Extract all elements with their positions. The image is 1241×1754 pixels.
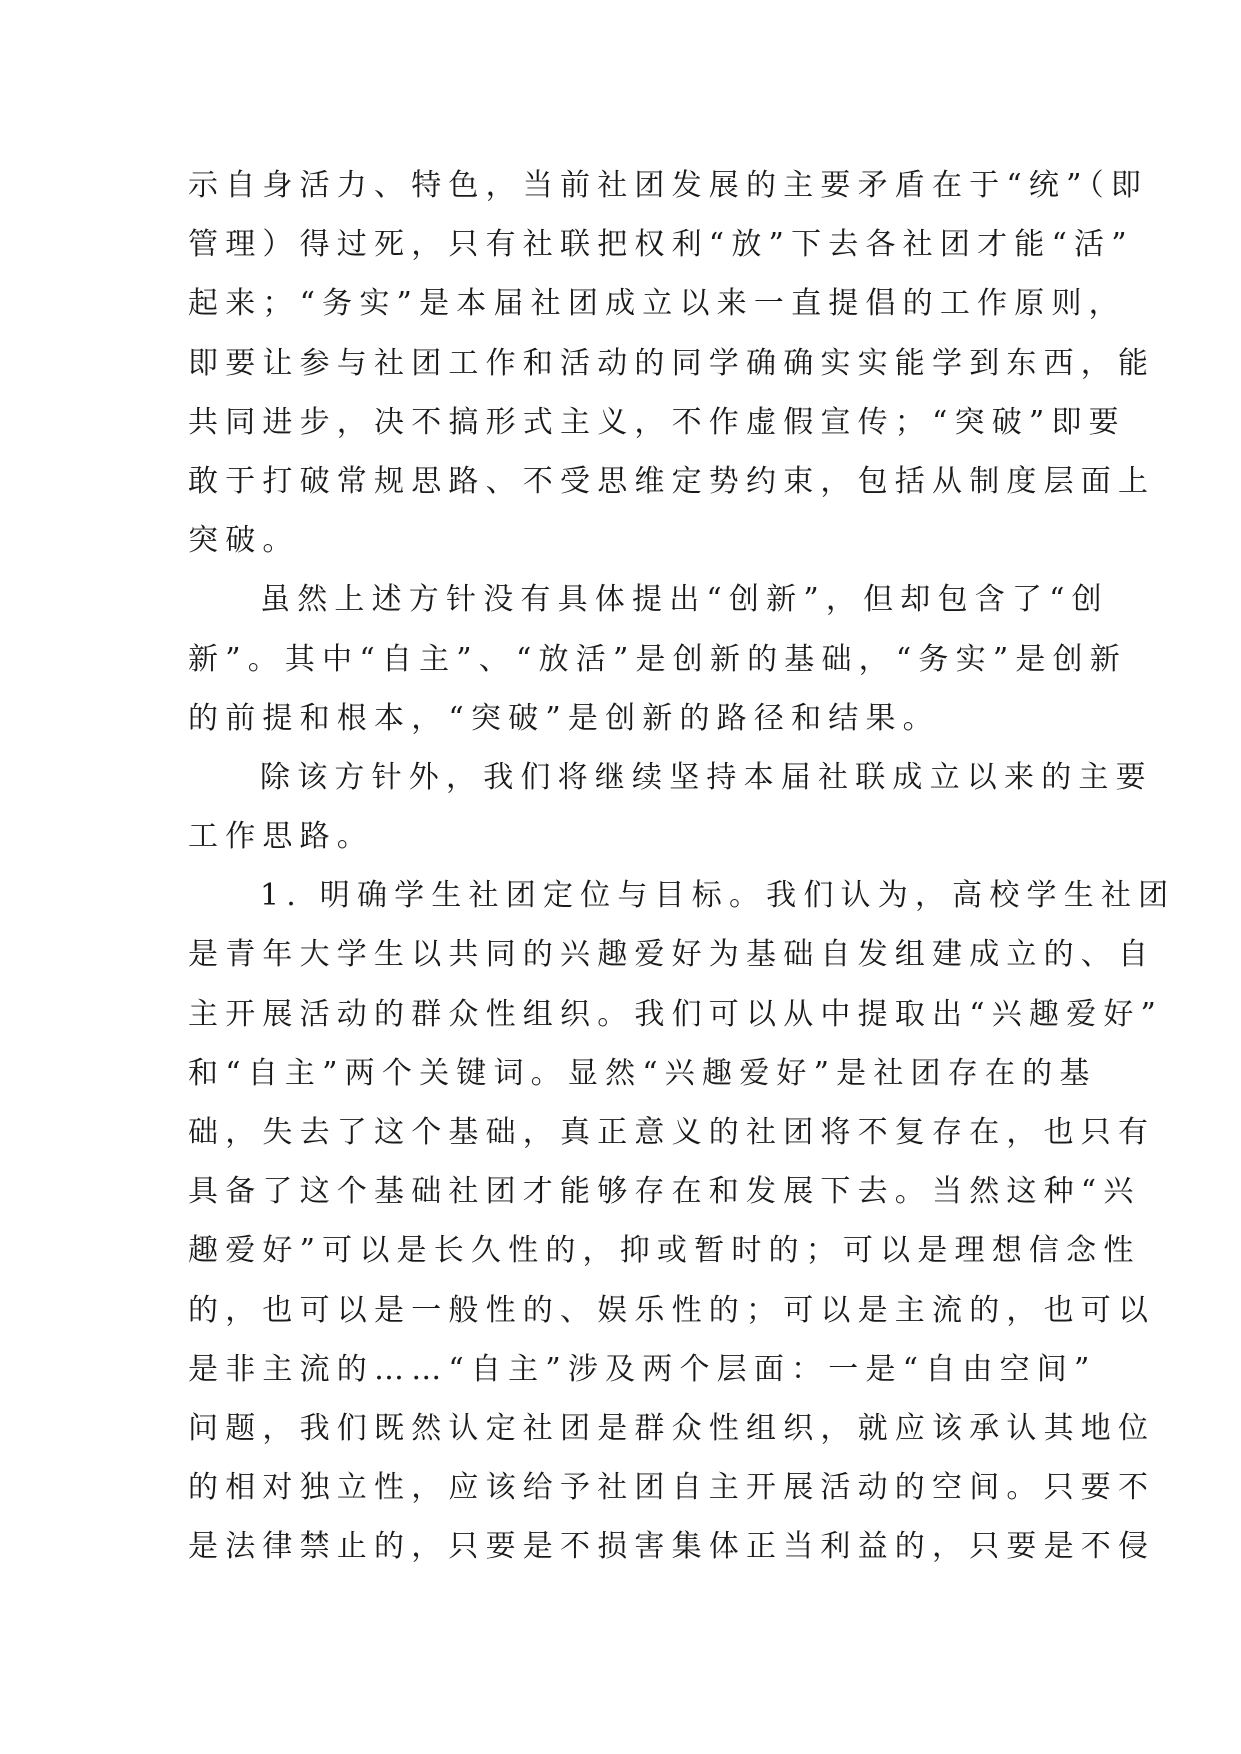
text-line: 管理）得过死，只有社联把权利“放”下去各社团才能“活”	[188, 227, 1134, 263]
paragraph-start-line: 1. 明确学生社团定位与目标。我们认为，高校学生社团	[260, 878, 1176, 914]
text-line: 的相对独立性，应该给予社团自主开展活动的空间。只要不	[188, 1470, 1156, 1506]
text-line: 问题，我们既然认定社团是群众性组织，就应该承认其地位	[188, 1410, 1156, 1446]
text-line: 突破。	[188, 523, 300, 559]
text-line: 础，失去了这个基础，真正意义的社团将不复存在，也只有	[188, 1115, 1156, 1150]
text-line: 是非主流的……“自主”涉及两个层面：一是“自由空间”	[188, 1351, 1097, 1387]
text-line: 的前提和根本，“突破”是创新的路径和结果。	[188, 700, 940, 736]
body-text	[188, 156, 1176, 1577]
text-line: 工作思路。	[188, 819, 374, 855]
paragraph-start-line: 虽然上述方针没有具体提出“创新”，但却包含了“创	[260, 582, 1109, 618]
text-line: 和“自主”两个关键词。显然“兴趣爱好”是社团存在的基	[188, 1055, 1097, 1091]
text-line: 的，也可以是一般性的、娱乐性的；可以是主流的，也可以	[188, 1292, 1156, 1328]
paragraph-start-line: 除该方针外，我们将继续坚持本届社联成立以来的主要	[260, 759, 1153, 795]
text-line: 共同进步，决不搞形式主义，不作虚假宣传；“突破”即要	[188, 404, 1126, 440]
text-line: 趣爱好”可以是长久性的，抑或暂时的；可以是理想信念性	[188, 1233, 1141, 1269]
text-line: 即要让参与社团工作和活动的同学确确实实能学到东西，能	[188, 345, 1156, 381]
text-line: 是青年大学生以共同的兴趣爱好为基础自发组建成立的、自	[188, 937, 1156, 973]
text-line: 新”。其中“自主”、“放活”是创新的基础，“务实”是创新	[188, 641, 1127, 677]
text-line: 具备了这个基础社团才能够存在和发展下去。当然这种“兴	[188, 1174, 1141, 1210]
text-line: 是法律禁止的，只要是不损害集体正当利益的，只要是不侵	[188, 1529, 1156, 1565]
text-line: 示自身活力、特色，当前社团发展的主要矛盾在于“统”（即	[188, 168, 1149, 203]
text-line: 起来；“务实”是本届社团成立以来一直提倡的工作原则，	[188, 286, 1126, 322]
text-line: 敢于打破常规思路、不受思维定势约束，包括从制度层面上	[188, 463, 1156, 499]
text-line: 主开展活动的群众性组织。我们可以从中提取出“兴趣爱好”	[188, 996, 1164, 1032]
